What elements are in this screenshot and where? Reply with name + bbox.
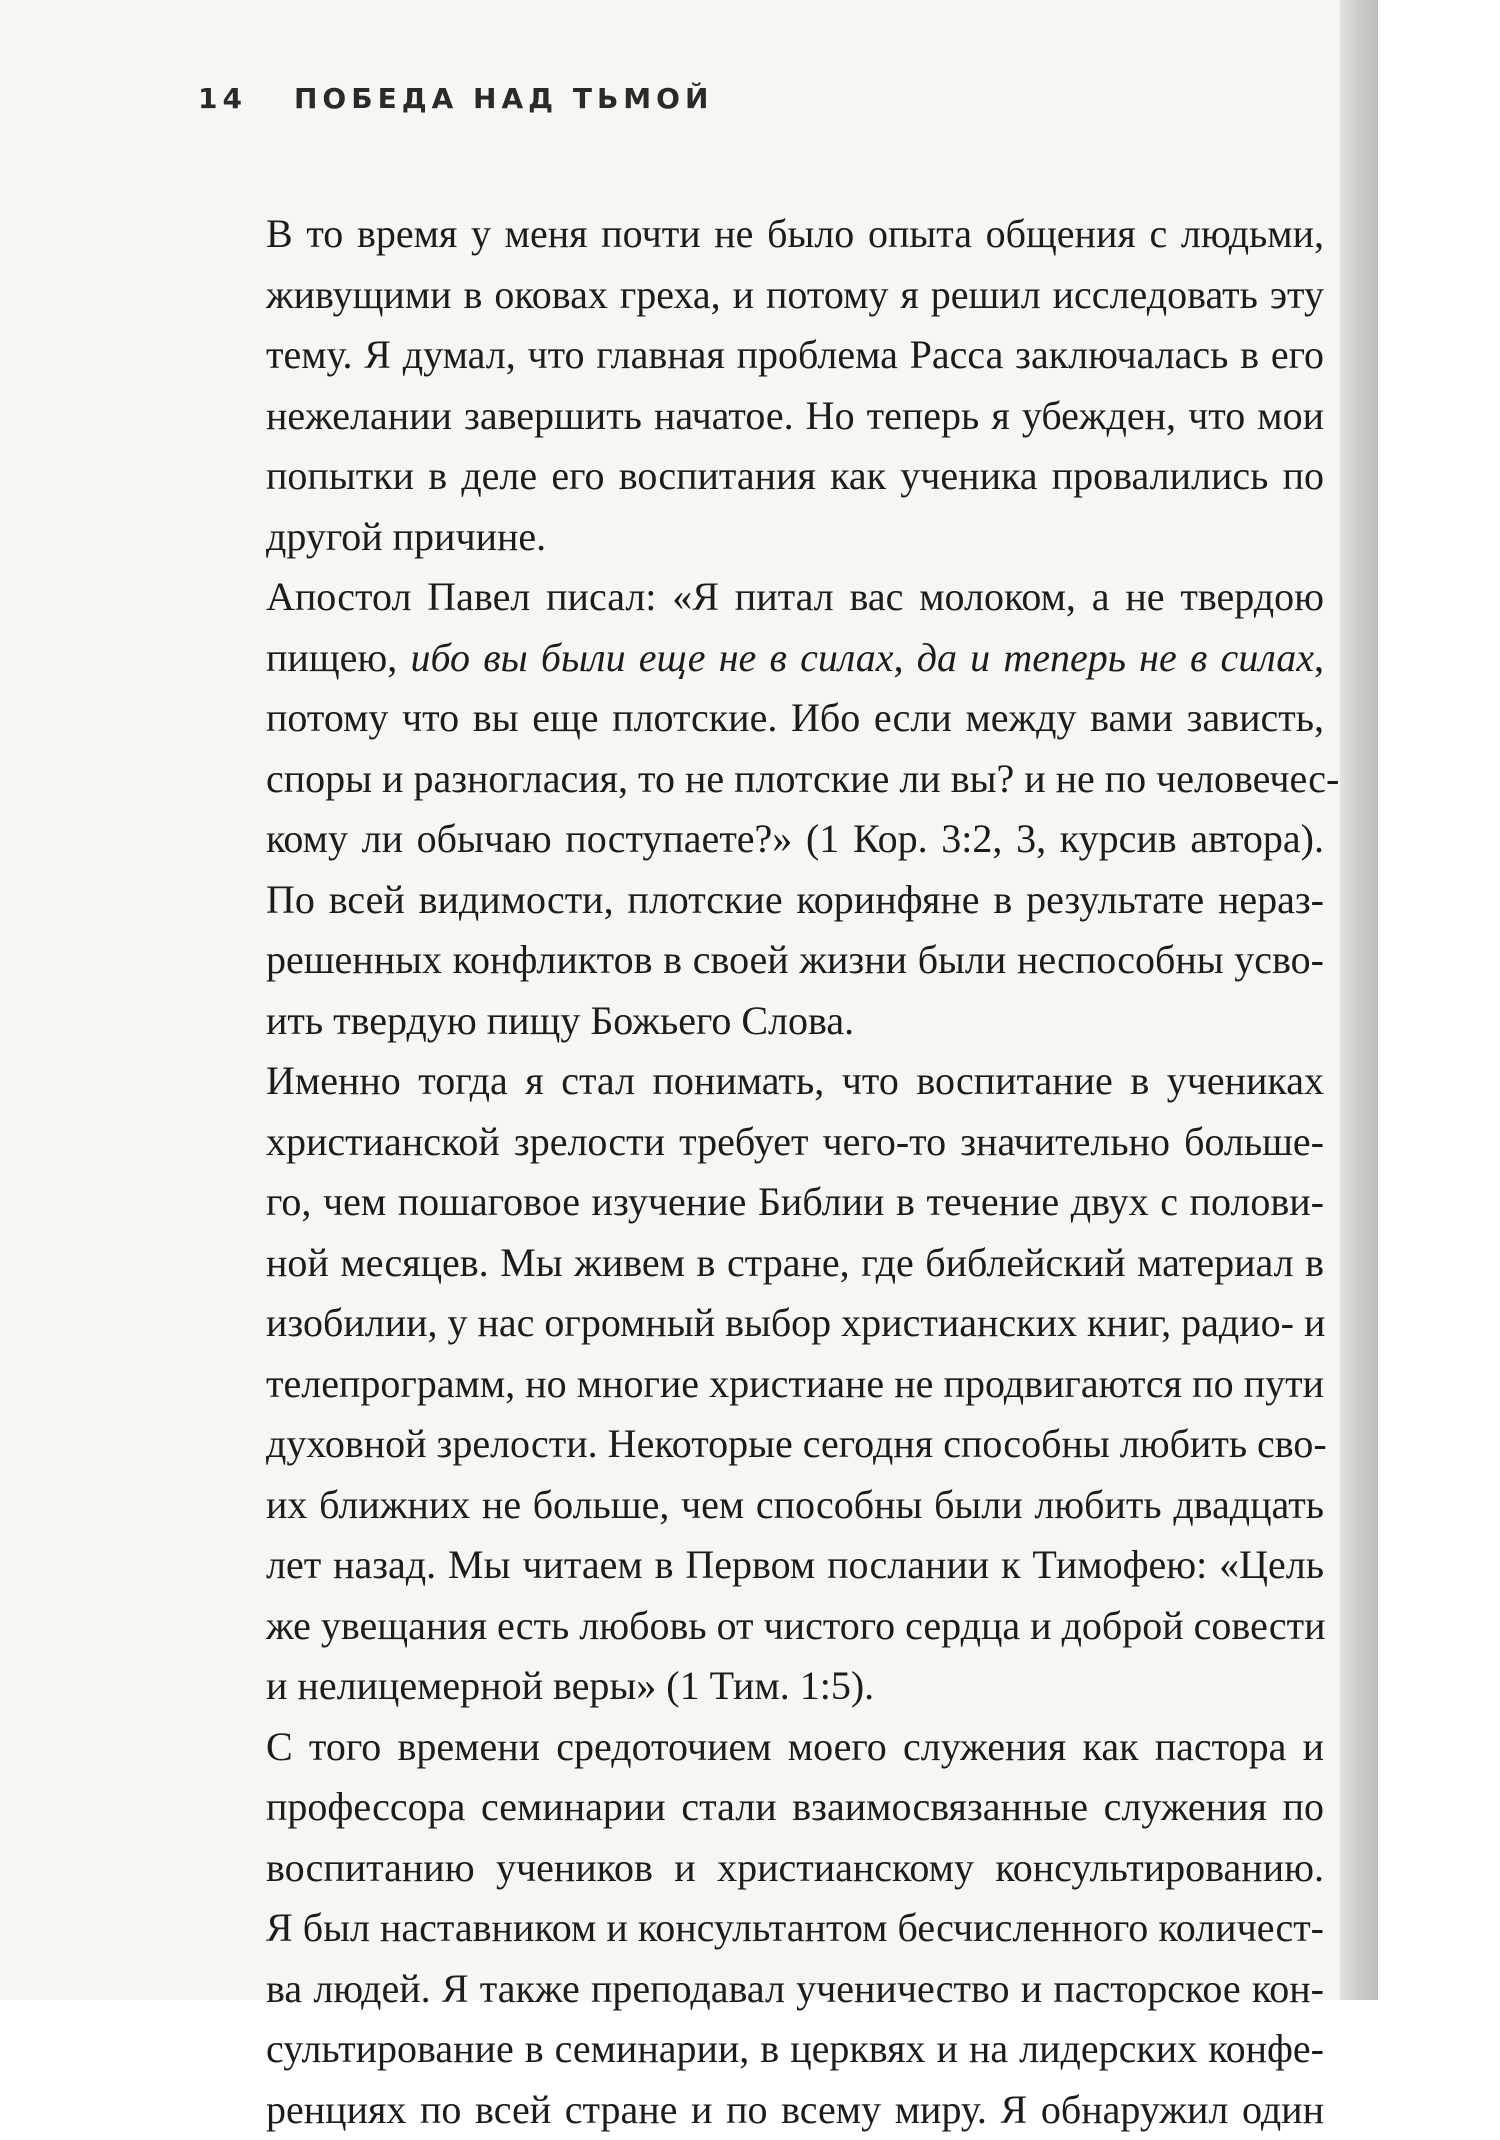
body-text [198, 204, 1324, 2140]
running-header [198, 82, 713, 115]
text-line: телепрограмм, но многие христиане не продвигаются по пути [198, 1354, 1324, 1415]
text-line: ренциях по всей стране и по всему миру. Я обнаружил один [198, 2080, 1324, 2140]
text-line: кому ли обычаю поступаете?» (1 Кор. 3:2, 3, курсив автора). [198, 809, 1324, 870]
text-line: же увещания есть любовь от чистого сердца и доброй совести [198, 1596, 1324, 1657]
text-line: попытки в деле его воспитания как ученика провалились по [198, 446, 1324, 507]
text-line: христианской зрелости требует чего-то значительно больше- [198, 1112, 1324, 1173]
text-line: решенных конфликтов в своей жизни были неспособны усво- [198, 930, 1324, 991]
text-line: профессора семинарии стали взаимосвязанные служения по [198, 1777, 1324, 1838]
text-segment: , [1314, 635, 1324, 680]
text-line: Апостол Павел писал: «Я питал вас молоком, а не твердою [198, 567, 1324, 628]
paragraph-1 [198, 204, 1324, 567]
text-line: нежелании завершить начатое. Но теперь я убежден, что мои [198, 386, 1324, 447]
text-line: живущими в оковах греха, и потому я решил исследовать эту [198, 265, 1324, 326]
text-line: изобилии, у нас огромный выбор христианских книг, радио- и [198, 1293, 1324, 1354]
text-line: го, чем пошаговое изучение Библии в течение двух с полови- [198, 1172, 1324, 1233]
text-line [198, 628, 1324, 689]
paragraph-2 [198, 567, 1324, 1051]
text-line: ной месяцев. Мы живем в стране, где библейский материал в [198, 1233, 1324, 1294]
text-line: лет назад. Мы читаем в Первом послании к Тимофею: «Цель [198, 1535, 1324, 1596]
text-segment: пищею, [266, 635, 410, 680]
paragraph-4 [198, 1717, 1324, 2140]
page-number: 14 [198, 82, 294, 115]
running-title: ПОБЕДА НАД ТЬМОЙ [294, 82, 713, 115]
text-line: другой причине. [198, 507, 1324, 568]
text-line: потому что вы еще плотские. Ибо если между вами зависть, [198, 688, 1324, 749]
text-line: споры и разногласия, то не плотские ли вы? и не по человечес- [198, 749, 1324, 810]
text-line: ить твердую пищу Божьего Слова. [198, 991, 1324, 1052]
text-line: сультирование в семинарии, в церквях и на лидерских конфе- [198, 2019, 1324, 2080]
text-line: Именно тогда я стал понимать, что воспитание в учениках [198, 1051, 1324, 1112]
text-line: тему. Я думал, что главная проблема Расса заключалась в его [198, 325, 1324, 386]
text-line: воспитанию учеников и христианскому консультированию. [198, 1838, 1324, 1899]
text-line: их ближних не больше, чем способны были любить двадцать [198, 1475, 1324, 1536]
text-line: По всей видимости, плотские коринфяне в результате нераз- [198, 870, 1324, 931]
text-line: и нелицемерной веры» (1 Тим. 1:5). [198, 1656, 1324, 1717]
text-line: ва людей. Я также преподавал ученичество и пасторское кон- [198, 1959, 1324, 2020]
text-line: В то время у меня почти не было опыта общения с людьми, [198, 204, 1324, 265]
text-line: Я был наставником и консультантом бесчисленного количест- [198, 1898, 1324, 1959]
text-line: духовной зрелости. Некоторые сегодня способны любить сво- [198, 1414, 1324, 1475]
paragraph-3 [198, 1051, 1324, 1717]
italic-quote: ибо вы были еще не в силах, да и теперь не в силах [410, 635, 1314, 680]
text-line: С того времени средоточием моего служения как пастора и [198, 1717, 1324, 1778]
page-edge-shadow [1340, 0, 1378, 2000]
